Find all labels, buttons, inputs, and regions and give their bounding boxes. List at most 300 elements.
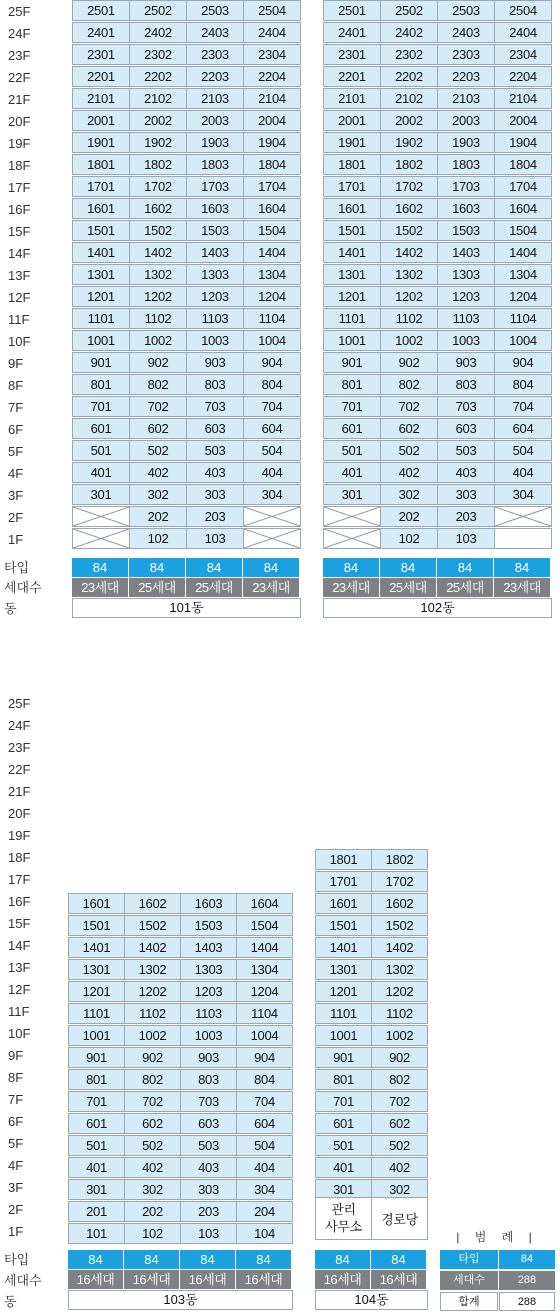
unit-cell[interactable]: 1801 <box>72 154 130 175</box>
unit-cell[interactable]: 902 <box>371 1047 428 1068</box>
unit-cell[interactable]: 1602 <box>371 893 428 914</box>
unit-cell[interactable]: 1301 <box>68 959 125 980</box>
unit-cell[interactable]: 1403 <box>437 242 495 263</box>
unit-cell[interactable]: 1804 <box>494 154 552 175</box>
unit-cell[interactable]: 1103 <box>186 308 244 329</box>
unit-cell[interactable]: 1702 <box>129 176 187 197</box>
unit-cell[interactable]: 904 <box>236 1047 293 1068</box>
unit-cell[interactable]: 103 <box>186 528 244 549</box>
unit-cell[interactable]: 2104 <box>243 88 301 109</box>
unit-cell[interactable]: 203 <box>180 1201 237 1222</box>
unit-cell[interactable]: 804 <box>494 374 552 395</box>
unit-cell[interactable]: 204 <box>236 1201 293 1222</box>
unit-cell[interactable]: 901 <box>323 352 381 373</box>
unit-cell[interactable]: 1101 <box>68 1003 125 1024</box>
unit-cell[interactable]: 803 <box>186 374 244 395</box>
unit-cell[interactable]: 2002 <box>129 110 187 131</box>
unit-cell[interactable]: 1604 <box>494 198 552 219</box>
unit-cell[interactable]: 402 <box>129 462 187 483</box>
unit-cell[interactable]: 1803 <box>437 154 495 175</box>
unit-cell[interactable]: 901 <box>68 1047 125 1068</box>
unit-cell[interactable]: 2001 <box>72 110 130 131</box>
unit-cell[interactable]: 203 <box>186 506 244 527</box>
unit-cell[interactable]: 1602 <box>129 198 187 219</box>
unit-cell[interactable]: 2102 <box>129 88 187 109</box>
unit-cell[interactable]: 2503 <box>186 0 244 21</box>
unit-cell[interactable]: 102 <box>129 528 187 549</box>
unit-cell[interactable]: 1402 <box>124 937 181 958</box>
unit-cell[interactable]: 701 <box>72 396 130 417</box>
unit-cell[interactable]: 2103 <box>437 88 495 109</box>
unit-cell[interactable]: 402 <box>380 462 438 483</box>
unit-cell[interactable]: 1602 <box>380 198 438 219</box>
unit-cell[interactable]: 1304 <box>243 264 301 285</box>
unit-cell[interactable]: 1901 <box>323 132 381 153</box>
unit-cell[interactable]: 1903 <box>437 132 495 153</box>
unit-cell[interactable]: 304 <box>494 484 552 505</box>
unit-cell[interactable]: 1201 <box>72 286 130 307</box>
unit-cell[interactable]: 2404 <box>494 22 552 43</box>
unit-cell[interactable]: 1201 <box>68 981 125 1002</box>
unit-cell[interactable]: 603 <box>437 418 495 439</box>
unit-cell[interactable]: 1204 <box>236 981 293 1002</box>
empty-unit-cell <box>323 528 381 549</box>
unit-cell[interactable]: 1304 <box>236 959 293 980</box>
unit-cell[interactable]: 2002 <box>380 110 438 131</box>
unit-cell[interactable]: 302 <box>371 1179 428 1200</box>
unit-cell[interactable]: 1802 <box>380 154 438 175</box>
unit-cell[interactable]: 1003 <box>180 1025 237 1046</box>
unit-cell[interactable]: 1702 <box>371 871 428 892</box>
unit-cell[interactable]: 1202 <box>129 286 187 307</box>
unit-cell[interactable]: 902 <box>129 352 187 373</box>
unit-cell[interactable]: 1403 <box>180 937 237 958</box>
unit-cell[interactable]: 401 <box>72 462 130 483</box>
unit-cell[interactable]: 802 <box>380 374 438 395</box>
unit-cell[interactable]: 1702 <box>380 176 438 197</box>
unit-cell[interactable]: 602 <box>129 418 187 439</box>
unit-cell[interactable]: 1002 <box>124 1025 181 1046</box>
unit-cell[interactable]: 1703 <box>186 176 244 197</box>
unit-cell[interactable]: 804 <box>236 1069 293 1090</box>
unit-cell[interactable]: 1002 <box>129 330 187 351</box>
unit-cell[interactable]: 202 <box>129 506 187 527</box>
unit-cell[interactable]: 1104 <box>494 308 552 329</box>
unit-cell[interactable]: 401 <box>68 1157 125 1178</box>
unit-cell[interactable]: 2004 <box>494 110 552 131</box>
unit-cell[interactable]: 404 <box>243 462 301 483</box>
unit-cell[interactable]: 904 <box>243 352 301 373</box>
unit-cell[interactable]: 1302 <box>124 959 181 980</box>
unit-cell[interactable]: 1303 <box>186 264 244 285</box>
unit-cell[interactable]: 1601 <box>68 893 125 914</box>
unit-cell[interactable]: 1302 <box>371 959 428 980</box>
unit-cell[interactable]: 1201 <box>315 981 372 1002</box>
unit-cell[interactable]: 702 <box>129 396 187 417</box>
unit-cell[interactable]: 103 <box>180 1223 237 1244</box>
unit-cell[interactable]: 1904 <box>494 132 552 153</box>
type-cell: 84 <box>494 558 551 577</box>
unit-cell[interactable]: 103 <box>437 528 495 549</box>
unit-cell[interactable]: 701 <box>323 396 381 417</box>
unit-cell[interactable]: 1804 <box>243 154 301 175</box>
unit-cell[interactable]: 2202 <box>129 66 187 87</box>
unit-cell[interactable]: 2303 <box>437 44 495 65</box>
unit-cell[interactable]: 1301 <box>323 264 381 285</box>
unit-cell[interactable]: 1701 <box>315 871 372 892</box>
unit-cell[interactable]: 1004 <box>236 1025 293 1046</box>
unit-cell[interactable]: 1801 <box>323 154 381 175</box>
unit-cell[interactable]: 1801 <box>315 849 372 870</box>
unit-cell[interactable]: 1103 <box>180 1003 237 1024</box>
unit-cell[interactable]: 1901 <box>72 132 130 153</box>
unit-cell[interactable]: 1402 <box>129 242 187 263</box>
unit-cell[interactable]: 202 <box>124 1201 181 1222</box>
unit-cell[interactable]: 2302 <box>129 44 187 65</box>
unit-cell[interactable]: 303 <box>437 484 495 505</box>
floor-label: 10F <box>8 334 31 349</box>
unit-cell[interactable]: 1603 <box>186 198 244 219</box>
floor-label: 1F <box>8 1224 24 1239</box>
unit-cell[interactable]: 1802 <box>129 154 187 175</box>
unit-cell[interactable]: 2104 <box>494 88 552 109</box>
unit-cell[interactable]: 802 <box>124 1069 181 1090</box>
unit-cell[interactable]: 2204 <box>494 66 552 87</box>
unit-cell[interactable]: 1103 <box>437 308 495 329</box>
unit-cell[interactable]: 1202 <box>380 286 438 307</box>
floor-label: 14F <box>8 938 31 953</box>
unit-cell[interactable]: 1102 <box>380 308 438 329</box>
unit-cell[interactable]: 501 <box>323 440 381 461</box>
unit-cell[interactable]: 1001 <box>323 330 381 351</box>
unit-cell[interactable]: 2402 <box>129 22 187 43</box>
unit-cell[interactable]: 1704 <box>494 176 552 197</box>
unit-cell[interactable]: 2303 <box>186 44 244 65</box>
unit-cell[interactable]: 603 <box>180 1113 237 1134</box>
unit-cell[interactable]: 1302 <box>129 264 187 285</box>
unit-cell[interactable]: 601 <box>72 418 130 439</box>
unit-cell[interactable]: 602 <box>371 1113 428 1134</box>
unit-cell[interactable]: 901 <box>315 1047 372 1068</box>
unit-cell[interactable]: 902 <box>380 352 438 373</box>
unit-cell[interactable]: 1101 <box>72 308 130 329</box>
unit-cell[interactable]: 504 <box>243 440 301 461</box>
unit-cell[interactable]: 1501 <box>323 220 381 241</box>
unit-cell[interactable]: 1903 <box>186 132 244 153</box>
unit-cell[interactable]: 303 <box>180 1179 237 1200</box>
unit-cell[interactable]: 104 <box>236 1223 293 1244</box>
unit-cell[interactable]: 202 <box>380 506 438 527</box>
unit-cell[interactable]: 503 <box>437 440 495 461</box>
unit-cell[interactable]: 1501 <box>68 915 125 936</box>
unit-cell[interactable]: 501 <box>68 1135 125 1156</box>
unit-cell[interactable]: 802 <box>129 374 187 395</box>
unit-cell[interactable]: 602 <box>380 418 438 439</box>
unit-cell[interactable]: 2404 <box>243 22 301 43</box>
unit-cell[interactable]: 302 <box>124 1179 181 1200</box>
unit-cell[interactable]: 1503 <box>186 220 244 241</box>
unit-cell[interactable]: 1601 <box>315 893 372 914</box>
unit-cell[interactable]: 201 <box>68 1201 125 1222</box>
unit-cell[interactable]: 2201 <box>72 66 130 87</box>
unit-cell[interactable]: 403 <box>180 1157 237 1178</box>
unit-cell[interactable]: 101 <box>68 1223 125 1244</box>
unit-cell[interactable]: 1402 <box>371 937 428 958</box>
unit-cell[interactable]: 1601 <box>72 198 130 219</box>
unit-cell[interactable]: 1003 <box>437 330 495 351</box>
unit-cell[interactable]: 1704 <box>243 176 301 197</box>
unit-cell[interactable]: 502 <box>129 440 187 461</box>
unit-cell[interactable]: 1401 <box>68 937 125 958</box>
unit-cell[interactable]: 1402 <box>380 242 438 263</box>
unit-cell[interactable]: 2103 <box>186 88 244 109</box>
unit-cell[interactable]: 2004 <box>243 110 301 131</box>
unit-cell[interactable]: 1604 <box>243 198 301 219</box>
unit-cell[interactable]: 1501 <box>315 915 372 936</box>
unit-cell[interactable]: 1202 <box>124 981 181 1002</box>
unit-cell[interactable]: 1001 <box>72 330 130 351</box>
unit-cell[interactable]: 501 <box>315 1135 372 1156</box>
unit-cell[interactable]: 1104 <box>236 1003 293 1024</box>
unit-cell[interactable]: 2202 <box>380 66 438 87</box>
floor-label: 24F <box>8 26 31 41</box>
unit-cell[interactable]: 703 <box>437 396 495 417</box>
unit-cell[interactable]: 903 <box>180 1047 237 1068</box>
unit-cell[interactable]: 701 <box>68 1091 125 1112</box>
unit-cell[interactable]: 904 <box>494 352 552 373</box>
unit-cell[interactable]: 1204 <box>243 286 301 307</box>
unit-cell[interactable]: 1404 <box>236 937 293 958</box>
unit-cell[interactable]: 804 <box>243 374 301 395</box>
unit-cell[interactable]: 2401 <box>72 22 130 43</box>
unit-cell[interactable]: 1603 <box>437 198 495 219</box>
unit-cell[interactable]: 1401 <box>315 937 372 958</box>
unit-cell[interactable]: 2203 <box>186 66 244 87</box>
unit-cell[interactable]: 1201 <box>323 286 381 307</box>
unit-cell[interactable]: 2302 <box>380 44 438 65</box>
unit-cell[interactable]: 801 <box>72 374 130 395</box>
unit-cell[interactable]: 303 <box>186 484 244 505</box>
unit-cell[interactable]: 2504 <box>494 0 552 21</box>
unit-cell[interactable]: 503 <box>180 1135 237 1156</box>
unit-cell[interactable]: 1304 <box>494 264 552 285</box>
unit-cell[interactable]: 504 <box>236 1135 293 1156</box>
unit-cell[interactable]: 2101 <box>323 88 381 109</box>
unit-cell[interactable]: 503 <box>186 440 244 461</box>
unit-cell[interactable]: 1403 <box>186 242 244 263</box>
unit-cell[interactable]: 1504 <box>494 220 552 241</box>
unit-cell[interactable]: 1902 <box>129 132 187 153</box>
unit-cell[interactable]: 1303 <box>180 959 237 980</box>
unit-cell[interactable]: 803 <box>180 1069 237 1090</box>
unit-cell[interactable]: 1104 <box>243 308 301 329</box>
no-unit-cross-icon <box>324 529 380 548</box>
unit-cell[interactable]: 801 <box>68 1069 125 1090</box>
unit-cell[interactable]: 2003 <box>437 110 495 131</box>
unit-cell[interactable]: 502 <box>371 1135 428 1156</box>
unit-cell[interactable]: 1401 <box>72 242 130 263</box>
unit-cell[interactable]: 401 <box>315 1157 372 1178</box>
unit-cell[interactable]: 1502 <box>380 220 438 241</box>
unit-cell[interactable]: 1302 <box>380 264 438 285</box>
unit-cell[interactable]: 403 <box>437 462 495 483</box>
unit-cell[interactable]: 402 <box>371 1157 428 1178</box>
unit-cell[interactable]: 902 <box>124 1047 181 1068</box>
unit-cell[interactable]: 901 <box>72 352 130 373</box>
floor-label: 18F <box>8 158 31 173</box>
unit-cell[interactable]: 404 <box>236 1157 293 1178</box>
unit-cell[interactable]: 702 <box>380 396 438 417</box>
unit-cell[interactable]: 704 <box>494 396 552 417</box>
unit-cell[interactable]: 302 <box>380 484 438 505</box>
unit-cell[interactable]: 2403 <box>186 22 244 43</box>
unit-cell[interactable]: 1502 <box>371 915 428 936</box>
unit-cell[interactable]: 1004 <box>494 330 552 351</box>
unit-cell[interactable]: 1004 <box>243 330 301 351</box>
unit-cell[interactable]: 1504 <box>243 220 301 241</box>
unit-cell[interactable]: 1102 <box>371 1003 428 1024</box>
unit-cell[interactable]: 604 <box>236 1113 293 1134</box>
unit-cell[interactable]: 1503 <box>437 220 495 241</box>
unit-cell[interactable]: 1303 <box>437 264 495 285</box>
unit-cell[interactable]: 1401 <box>323 242 381 263</box>
unit-cell[interactable]: 102 <box>380 528 438 549</box>
unit-cell[interactable]: 1803 <box>186 154 244 175</box>
unit-cell[interactable]: 801 <box>315 1069 372 1090</box>
unit-cell[interactable]: 1701 <box>72 176 130 197</box>
unit-cell[interactable]: 1301 <box>72 264 130 285</box>
unit-cell[interactable]: 1902 <box>380 132 438 153</box>
unit-cell[interactable]: 102 <box>124 1223 181 1244</box>
unit-cell[interactable]: 1002 <box>380 330 438 351</box>
unit-cell[interactable]: 702 <box>371 1091 428 1112</box>
unit-cell[interactable]: 2001 <box>323 110 381 131</box>
unit-cell[interactable]: 903 <box>186 352 244 373</box>
unit-cell[interactable]: 601 <box>315 1113 372 1134</box>
unit-cell[interactable]: 1002 <box>371 1025 428 1046</box>
unit-cell[interactable]: 1203 <box>180 981 237 1002</box>
unit-cell[interactable]: 2501 <box>323 0 381 21</box>
unit-cell[interactable]: 203 <box>437 506 495 527</box>
unit-cell[interactable]: 704 <box>236 1091 293 1112</box>
unit-cell[interactable]: 702 <box>124 1091 181 1112</box>
unit-cell[interactable]: 1404 <box>243 242 301 263</box>
unit-cell[interactable]: 2501 <box>72 0 130 21</box>
unit-cell[interactable]: 801 <box>323 374 381 395</box>
unit-cell[interactable]: 1601 <box>323 198 381 219</box>
unit-cell[interactable]: 2003 <box>186 110 244 131</box>
unit-cell[interactable]: 1003 <box>186 330 244 351</box>
unit-cell[interactable]: 2304 <box>494 44 552 65</box>
unit-cell[interactable]: 803 <box>437 374 495 395</box>
unit-cell[interactable]: 1203 <box>186 286 244 307</box>
unit-cell[interactable]: 604 <box>243 418 301 439</box>
unit-cell[interactable]: 403 <box>186 462 244 483</box>
unit-cell[interactable]: 1503 <box>180 915 237 936</box>
unit-cell[interactable]: 2502 <box>380 0 438 21</box>
unit-cell[interactable]: 1102 <box>124 1003 181 1024</box>
unit-cell[interactable]: 304 <box>243 484 301 505</box>
unit-cell[interactable]: 1602 <box>124 893 181 914</box>
type-cell: 84 <box>437 558 494 577</box>
unit-cell[interactable]: 2504 <box>243 0 301 21</box>
unit-cell[interactable]: 704 <box>243 396 301 417</box>
unit-cell[interactable]: 703 <box>186 396 244 417</box>
unit-cell[interactable]: 401 <box>323 462 381 483</box>
unit-cell[interactable]: 2403 <box>437 22 495 43</box>
unit-cell[interactable]: 2502 <box>129 0 187 21</box>
unit-cell[interactable]: 1202 <box>371 981 428 1002</box>
unit-cell[interactable]: 601 <box>323 418 381 439</box>
unit-cell[interactable]: 2101 <box>72 88 130 109</box>
unit-cell[interactable]: 504 <box>494 440 552 461</box>
unit-cell[interactable]: 1203 <box>437 286 495 307</box>
unit-cell[interactable]: 301 <box>72 484 130 505</box>
unit-cell[interactable]: 701 <box>315 1091 372 1112</box>
unit-cell[interactable]: 2201 <box>323 66 381 87</box>
unit-cell[interactable]: 1502 <box>129 220 187 241</box>
unit-cell[interactable]: 2301 <box>72 44 130 65</box>
unit-cell[interactable]: 1001 <box>68 1025 125 1046</box>
unit-cell[interactable]: 602 <box>124 1113 181 1134</box>
unit-cell[interactable]: 1301 <box>315 959 372 980</box>
unit-cell[interactable]: 601 <box>68 1113 125 1134</box>
legend-key: 합계 <box>440 1292 498 1311</box>
unit-cell[interactable]: 2401 <box>323 22 381 43</box>
unit-cell[interactable]: 1604 <box>236 893 293 914</box>
unit-cell[interactable]: 1001 <box>315 1025 372 1046</box>
unit-cell[interactable]: 1603 <box>180 893 237 914</box>
unit-cell[interactable]: 903 <box>437 352 495 373</box>
unit-cell[interactable]: 2204 <box>243 66 301 87</box>
unit-cell[interactable]: 1501 <box>72 220 130 241</box>
building-name-label: 104동 <box>315 1290 428 1310</box>
unit-cell[interactable]: 2102 <box>380 88 438 109</box>
unit-cell[interactable]: 302 <box>129 484 187 505</box>
unit-cell[interactable]: 1404 <box>494 242 552 263</box>
unit-cell[interactable]: 604 <box>494 418 552 439</box>
unit-cell[interactable]: 2402 <box>380 22 438 43</box>
unit-cell[interactable]: 1703 <box>437 176 495 197</box>
unit-cell[interactable]: 1502 <box>124 915 181 936</box>
unit-cell[interactable]: 402 <box>124 1157 181 1178</box>
unit-cell[interactable]: 1701 <box>323 176 381 197</box>
unit-cell[interactable]: 1204 <box>494 286 552 307</box>
unit-cell[interactable]: 1102 <box>129 308 187 329</box>
unit-cell[interactable]: 1101 <box>323 308 381 329</box>
unit-cell[interactable]: 404 <box>494 462 552 483</box>
unit-cell[interactable]: 1904 <box>243 132 301 153</box>
unit-cell[interactable]: 1101 <box>315 1003 372 1024</box>
unit-cell[interactable]: 301 <box>68 1179 125 1200</box>
unit-cell[interactable]: 2203 <box>437 66 495 87</box>
unit-cell[interactable]: 501 <box>72 440 130 461</box>
unit-cell[interactable]: 2301 <box>323 44 381 65</box>
unit-cell[interactable]: 703 <box>180 1091 237 1112</box>
unit-cell[interactable]: 301 <box>315 1179 372 1200</box>
unit-cell[interactable]: 301 <box>323 484 381 505</box>
unit-cell[interactable]: 802 <box>371 1069 428 1090</box>
unit-cell[interactable]: 502 <box>124 1135 181 1156</box>
unit-cell[interactable]: 304 <box>236 1179 293 1200</box>
unit-cell[interactable]: 1504 <box>236 915 293 936</box>
unit-cell[interactable]: 2304 <box>243 44 301 65</box>
building-name-label: 103동 <box>68 1290 293 1310</box>
unit-cell[interactable]: 1802 <box>371 849 428 870</box>
unit-cell[interactable]: 2503 <box>437 0 495 21</box>
unit-cell[interactable]: 502 <box>380 440 438 461</box>
unit-cell[interactable]: 603 <box>186 418 244 439</box>
